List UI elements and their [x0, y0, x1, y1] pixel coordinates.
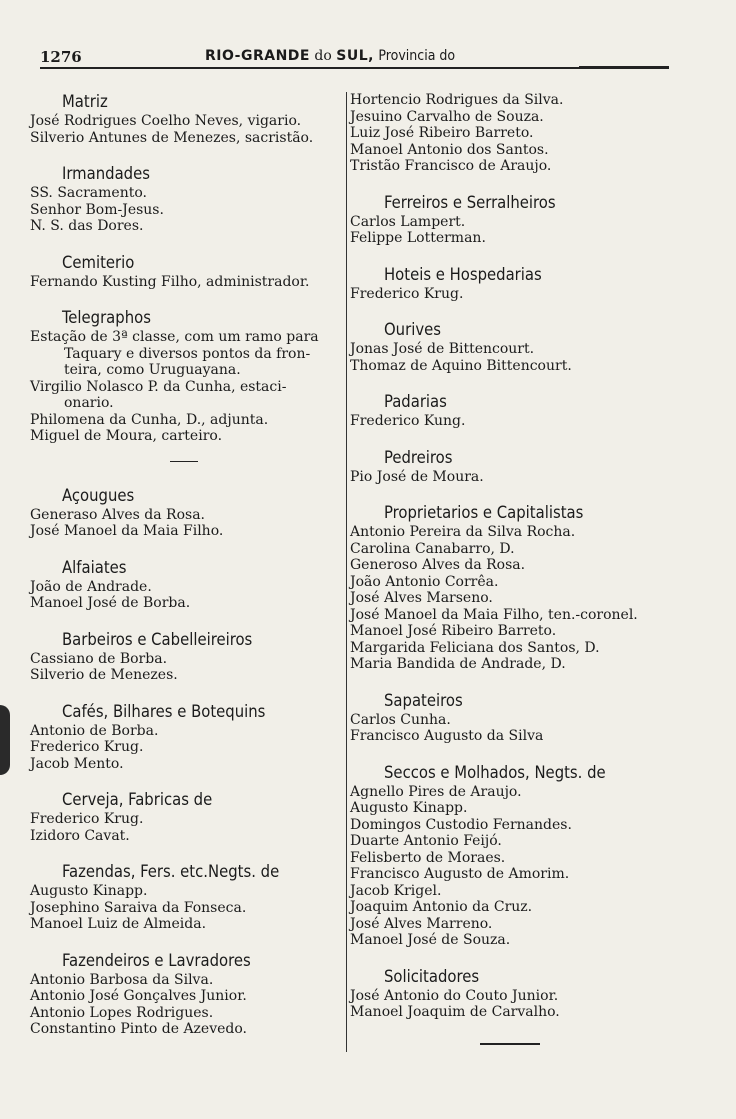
list-item: Jacob Mento.: [30, 755, 124, 772]
list-item: Luiz José Ribeiro Barreto.: [350, 125, 534, 141]
list-item: Generoso Alves da Rosa.: [350, 557, 526, 573]
section-cafes: [30, 702, 340, 773]
section-title: Ourives: [384, 320, 441, 339]
list-item: José Manoel da Maia Filho, ten.-coronel.: [350, 606, 638, 623]
section-title: Irmandades: [62, 164, 150, 183]
list-item: José Antonio do Couto Junior.: [350, 987, 559, 1004]
section-title: Proprietarios e Capitalistas: [384, 503, 584, 522]
list-item: Fernando Kusting Filho, administrador.: [30, 273, 310, 290]
list-item: Felippe Lotterman.: [350, 230, 486, 246]
list-item: Manoel José de Borba.: [30, 595, 191, 611]
list-item: Frederico Krug.: [350, 285, 464, 302]
section-matriz: [30, 92, 340, 146]
section-title: Sapateiros: [384, 690, 463, 710]
list-item: Silverio Antunes de Menezes, sacristão.: [30, 129, 314, 146]
list-item: Carlos Cunha.: [350, 711, 451, 728]
column-divider: [346, 92, 347, 1052]
list-item: Antonio Pereira da Silva Rocha.: [350, 524, 576, 540]
running-head-title: [205, 48, 455, 64]
list-item: Domingos Custodio Fernandes.: [350, 816, 572, 833]
list-item: Antonio Lopes Rodrigues.: [30, 1004, 214, 1021]
section-proprietarios: [350, 503, 680, 673]
left-column: [30, 92, 340, 1044]
list-item: Izidoro Cavat.: [30, 827, 130, 844]
section-title: Seccos e Molhados, Negts. de: [384, 762, 606, 782]
list-item: Francisco Augusto da Silva: [350, 728, 544, 744]
list-item: Silverio de Menezes.: [30, 667, 178, 683]
section-cemiterio: [30, 253, 340, 291]
section-title: Cerveja, Fabricas de: [62, 790, 213, 809]
list-item: Antonio José Gonçalves Junior.: [30, 988, 247, 1004]
section-title: Fazendas, Fers. etc.Negts. de: [62, 862, 280, 881]
list-item: Philomena da Cunha, D., adjunta.: [30, 411, 269, 428]
running-head-bold: RIO-GRANDE: [205, 48, 310, 64]
list-item: Antonio de Borba.: [30, 722, 159, 739]
list-item: José Alves Marseno.: [350, 590, 493, 606]
running-header: [30, 44, 668, 66]
header-rule: [40, 67, 669, 69]
running-head-bold2: SUL,: [336, 48, 374, 64]
list-item: Jacob Krigel.: [350, 882, 442, 899]
section-barbeiros: [30, 630, 340, 684]
list-item: Taquary e diversos pontos da fron-: [64, 345, 311, 362]
list-item: Francisco Augusto de Amorim.: [350, 866, 570, 882]
page-number: 1276: [40, 48, 82, 66]
section-title: Solicitadores: [384, 966, 480, 986]
section-title: Alfaiates: [62, 557, 127, 577]
list-item: Estação de 3ª classe, com um ramo para: [30, 329, 319, 345]
section-title: Açougues: [62, 485, 135, 505]
running-head-mid: do: [314, 48, 332, 64]
section-continued-entries: [350, 92, 680, 175]
list-item: José Alves Marreno.: [350, 915, 493, 932]
list-item: Manoel José de Souza.: [350, 932, 511, 948]
list-item: Frederico Krug.: [30, 739, 144, 755]
list-item: Carlos Lampert.: [350, 213, 466, 230]
section-fazendas: [30, 862, 340, 933]
section-title: Hoteis e Hospedarias: [384, 264, 542, 284]
right-column: [350, 92, 680, 1045]
section-title: Ferreiros e Serralheiros: [384, 192, 556, 212]
section-ferreiros: [350, 193, 680, 247]
list-item: João de Andrade.: [30, 578, 152, 595]
list-item: Augusto Kinapp.: [350, 800, 468, 816]
section-seccos: [350, 763, 680, 949]
section-title: Cafés, Bilhares e Botequins: [62, 701, 266, 721]
section-title: Fazendeiros e Lavradores: [62, 950, 251, 970]
list-item: Frederico Krug.: [30, 811, 144, 827]
end-rule: [480, 1043, 540, 1045]
list-item: Duarte Antonio Feijó.: [350, 833, 502, 849]
list-item: João Antonio Corrêa.: [350, 573, 499, 590]
list-item: SS. Sacramento.: [30, 185, 147, 201]
list-item: Manoel José Ribeiro Barreto.: [350, 623, 557, 639]
list-item: Augusto Kinapp.: [30, 883, 148, 899]
list-item: Miguel de Moura, carteiro.: [30, 428, 223, 444]
list-item: Senhor Bom-Jesus.: [30, 201, 164, 218]
section-ourives: [350, 320, 680, 374]
section-alfaiates: [30, 558, 340, 612]
list-item: Frederico Kung.: [350, 413, 466, 429]
section-cerveja: [30, 790, 340, 844]
section-sapateiros: [350, 691, 680, 745]
list-item: Felisberto de Moraes.: [350, 849, 506, 866]
list-item: N. S. das Dores.: [30, 218, 144, 234]
list-item: Agnello Pires de Araujo.: [350, 783, 522, 800]
section-title: Pedreiros: [384, 447, 453, 467]
section-fazendeiros: [30, 951, 340, 1038]
list-item: Maria Bandida de Andrade, D.: [350, 656, 566, 672]
section-title: Telegraphos: [62, 308, 151, 327]
section-title: Padarias: [384, 392, 447, 411]
list-item: Manoel Joaquim de Carvalho.: [350, 1004, 560, 1020]
section-telegraphos: [30, 308, 340, 445]
list-item: Virgilio Nolasco P. da Cunha, estaci-: [30, 378, 287, 395]
list-item: Constantino Pinto de Azevedo.: [30, 1021, 248, 1037]
section-acougues: [30, 486, 340, 540]
list-item: Carolina Canabarro, D.: [350, 540, 515, 557]
list-item: Manoel Luiz de Almeida.: [30, 916, 207, 932]
list-item: Margarida Feliciana dos Santos, D.: [350, 639, 600, 656]
section-title: Matriz: [62, 92, 108, 111]
list-item: Tristão Francisco de Araujo.: [350, 158, 552, 174]
list-item: Antonio Barbosa da Silva.: [30, 971, 214, 988]
list-item: Cassiano de Borba.: [30, 650, 168, 667]
list-item: Jonas José de Bittencourt.: [350, 341, 535, 357]
list-item: teira, como Uruguayana.: [64, 362, 241, 378]
section-padarias: [350, 392, 680, 430]
section-title: Cemiterio: [62, 252, 135, 272]
list-item: Thomaz de Aquino Bittencourt.: [350, 357, 572, 374]
running-head-rest: Provincia do: [378, 48, 456, 64]
list-item: Manoel Antonio dos Santos.: [350, 141, 549, 158]
list-item: José Manoel da Maia Filho.: [30, 523, 224, 539]
list-item: Hortencio Rodrigues da Silva.: [350, 92, 564, 108]
list-item: onario.: [64, 395, 114, 411]
list-item: Pio José de Moura.: [350, 468, 484, 485]
section-pedreiros: [350, 448, 680, 486]
section-irmandades: [30, 164, 340, 235]
list-item: Generaso Alves da Rosa.: [30, 506, 205, 523]
section-title: Barbeiros e Cabelleireiros: [62, 629, 253, 649]
list-item: José Rodrigues Coelho Neves, vigario.: [30, 113, 302, 129]
section-solicitadores: [350, 967, 680, 1021]
list-item: Josephino Saraiva da Fonseca.: [30, 899, 247, 916]
list-item: Joaquim Antonio da Cruz.: [350, 899, 533, 915]
margin-smudge: [0, 705, 10, 775]
section-hoteis: [350, 265, 680, 303]
list-item: Jesuino Carvalho de Souza.: [350, 108, 544, 125]
